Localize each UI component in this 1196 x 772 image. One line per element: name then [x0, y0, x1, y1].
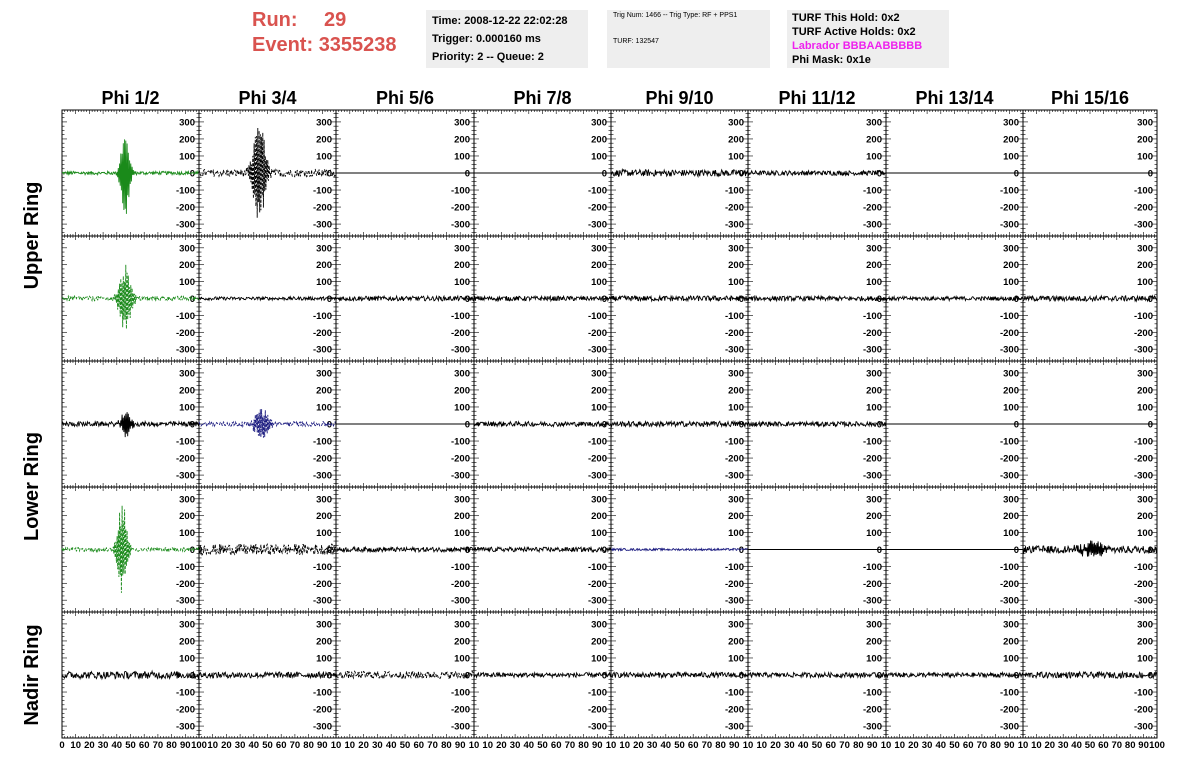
y-tick-label: -100	[999, 185, 1019, 197]
time-text: Time: 2008-12-22 22:02:28	[432, 15, 568, 27]
y-tick-label: 0	[189, 419, 195, 431]
event-value: 3355238	[318, 34, 397, 56]
y-tick-label: 200	[179, 385, 195, 397]
y-tick-label: -200	[724, 578, 744, 590]
y-tick-label: -200	[999, 202, 1019, 214]
waveform-trace	[474, 547, 611, 552]
y-tick-label: -300	[1133, 470, 1153, 482]
y-tick-label: -200	[175, 578, 195, 590]
y-tick-label: -300	[862, 344, 882, 356]
y-tick-label: 300	[454, 368, 470, 380]
y-tick-label: 0	[1013, 419, 1019, 431]
y-tick-label: 0	[876, 294, 882, 305]
y-tick-label: 0	[738, 294, 744, 305]
y-tick-label: 0	[601, 419, 607, 431]
y-tick-label: -200	[450, 453, 470, 465]
y-tick-label: 300	[728, 243, 744, 255]
y-tick-label: 0	[326, 294, 332, 305]
y-tick-label: -100	[724, 185, 744, 197]
y-tick-label: 300	[728, 368, 744, 380]
y-tick-label: -100	[587, 561, 607, 573]
y-tick-label: 300	[454, 117, 470, 129]
ring-label: Lower Ring	[21, 432, 43, 541]
y-tick-label: 200	[1137, 134, 1153, 146]
y-tick-label: 200	[866, 260, 882, 272]
panel-frame	[199, 110, 336, 236]
y-tick-label: 300	[591, 117, 607, 129]
y-tick-label: 0	[189, 294, 195, 305]
y-tick-label: -200	[312, 202, 332, 214]
y-tick-label: 100	[316, 151, 332, 163]
y-tick-label: 300	[1137, 243, 1153, 255]
y-tick-label: 300	[316, 494, 332, 506]
y-tick-label: -200	[862, 327, 882, 339]
y-tick-label: -100	[312, 185, 332, 197]
y-tick-label: -200	[450, 578, 470, 590]
y-tick-label: -200	[1133, 202, 1153, 214]
y-tick-label: -200	[175, 202, 195, 214]
y-tick-label: -300	[724, 470, 744, 482]
y-tick-label: 0	[464, 294, 470, 305]
y-tick-label: 200	[728, 260, 744, 272]
y-tick-label: 0	[876, 419, 882, 431]
y-tick-label: 200	[316, 260, 332, 272]
y-tick-label: 300	[591, 243, 607, 255]
y-tick-label: 100	[591, 402, 607, 414]
waveform-trace	[336, 547, 474, 552]
y-tick-label: 100	[179, 528, 195, 540]
y-tick-label: -100	[1133, 185, 1153, 197]
y-tick-label: 0	[326, 168, 332, 180]
y-tick-label: -300	[999, 219, 1019, 231]
column-header: Phi 13/14	[915, 88, 994, 108]
y-tick-label: -300	[312, 595, 332, 607]
y-tick-label: -300	[312, 470, 332, 482]
y-tick-label: 200	[866, 385, 882, 397]
y-tick-label: -100	[1133, 310, 1153, 322]
column-header: Phi 1/2	[101, 88, 160, 108]
trigger-text: Trigger: 0.000160 ms	[432, 33, 541, 45]
y-tick-label: -100	[175, 561, 195, 573]
y-tick-label: 300	[179, 243, 195, 255]
waveform-trace	[611, 549, 748, 551]
y-tick-label: -100	[312, 310, 332, 322]
y-tick-label: -200	[587, 578, 607, 590]
y-tick-label: 300	[1003, 117, 1019, 129]
y-tick-label: -300	[862, 219, 882, 231]
y-tick-label: 200	[1003, 385, 1019, 397]
y-tick-label: -100	[999, 310, 1019, 322]
y-tick-label: 200	[728, 511, 744, 523]
y-tick-label: -100	[312, 561, 332, 573]
y-tick-label: -200	[724, 453, 744, 465]
y-tick-label: -100	[175, 436, 195, 448]
y-tick-label: -300	[587, 219, 607, 231]
y-tick-label: 200	[591, 385, 607, 397]
y-tick-label: -200	[1133, 453, 1153, 465]
y-tick-label: -300	[587, 344, 607, 356]
waveform-trace	[748, 296, 886, 301]
y-tick-label: 0	[189, 168, 195, 180]
y-tick-label: -300	[175, 344, 195, 356]
y-tick-label: 100	[591, 151, 607, 163]
y-tick-label: 300	[866, 117, 882, 129]
y-tick-label: 200	[179, 511, 195, 523]
y-tick-label: 0	[738, 419, 744, 431]
y-tick-label: 100	[1137, 402, 1153, 414]
y-tick-label: 0	[326, 545, 332, 556]
y-tick-label: 200	[316, 134, 332, 146]
y-tick-label: -200	[1133, 327, 1153, 339]
y-tick-label: -300	[450, 595, 470, 607]
y-tick-label: -200	[450, 202, 470, 214]
y-tick-label: 300	[454, 494, 470, 506]
y-tick-label: 200	[1003, 134, 1019, 146]
y-tick-label: 300	[866, 243, 882, 255]
y-tick-label: -200	[312, 327, 332, 339]
y-tick-label: 200	[454, 385, 470, 397]
y-tick-label: 200	[591, 134, 607, 146]
y-tick-label: 300	[316, 243, 332, 255]
y-tick-label: -100	[587, 185, 607, 197]
y-tick-label: 200	[728, 385, 744, 397]
waveform-trace	[886, 297, 1023, 301]
y-tick-label: 300	[1137, 117, 1153, 129]
y-tick-label: -300	[724, 219, 744, 231]
y-tick-label: 100	[1137, 277, 1153, 289]
y-tick-label: 100	[179, 277, 195, 289]
y-tick-label: 300	[866, 368, 882, 380]
y-tick-label: 100	[179, 151, 195, 163]
y-tick-label: -100	[587, 436, 607, 448]
y-tick-label: 100	[1003, 151, 1019, 163]
y-tick-label: 100	[591, 277, 607, 289]
y-tick-label: 0	[738, 545, 744, 556]
y-tick-label: -300	[587, 595, 607, 607]
y-tick-label: 100	[728, 528, 744, 540]
y-tick-label: 100	[179, 402, 195, 414]
y-tick-label: 100	[728, 402, 744, 414]
y-tick-label: 100	[866, 151, 882, 163]
y-tick-label: -100	[724, 436, 744, 448]
turf-text: TURF: 132547	[613, 38, 659, 45]
y-tick-label: -200	[450, 327, 470, 339]
y-tick-label: 0	[464, 168, 470, 180]
y-tick-label: 0	[738, 168, 744, 180]
y-tick-label: -100	[450, 185, 470, 197]
y-tick-label: 100	[316, 277, 332, 289]
y-tick-label: 100	[1137, 151, 1153, 163]
y-tick-label: -100	[862, 436, 882, 448]
y-tick-label: -100	[175, 185, 195, 197]
y-tick-label: 0	[326, 419, 332, 431]
y-tick-label: -300	[1133, 219, 1153, 231]
column-header: Phi 15/16	[1050, 88, 1130, 108]
y-tick-label: -100	[450, 310, 470, 322]
waveform-trace	[611, 421, 748, 426]
column-header: Phi 9/10	[645, 88, 714, 108]
y-tick-label: -200	[999, 453, 1019, 465]
waveform-trace	[748, 171, 886, 176]
y-tick-label: 200	[728, 134, 744, 146]
y-tick-label: 100	[591, 528, 607, 540]
column-header: Phi 3/4	[238, 88, 297, 108]
y-tick-label: 0	[1013, 168, 1019, 180]
column-header: Phi 7/8	[513, 88, 572, 108]
y-tick-label: 200	[179, 260, 195, 272]
y-tick-label: -100	[587, 310, 607, 322]
y-tick-label: -200	[175, 453, 195, 465]
y-tick-label: -200	[587, 202, 607, 214]
y-tick-label: 300	[179, 494, 195, 506]
y-tick-label: -200	[587, 453, 607, 465]
y-tick-label: 300	[1003, 243, 1019, 255]
y-tick-label: -200	[312, 578, 332, 590]
y-tick-label: 100	[866, 402, 882, 414]
y-tick-label: 300	[728, 494, 744, 506]
waveform-trace	[611, 170, 748, 177]
column-header: Phi 5/6	[375, 88, 435, 108]
y-tick-label: 200	[866, 134, 882, 146]
waveform-trace	[199, 544, 336, 555]
y-tick-label: 100	[454, 151, 470, 163]
y-tick-label: -300	[175, 219, 195, 231]
y-tick-label: 0	[464, 545, 470, 556]
y-tick-label: -300	[175, 470, 195, 482]
run-label: Run:	[252, 9, 298, 31]
waveform-trace	[1023, 296, 1157, 301]
y-tick-label: 200	[316, 511, 332, 523]
y-tick-label: 0	[601, 545, 607, 556]
column-header: Phi 11/12	[778, 88, 856, 108]
y-tick-label: -300	[1133, 344, 1153, 356]
y-tick-label: 100	[454, 528, 470, 540]
y-tick-label: -300	[587, 470, 607, 482]
labrador-text: Labrador BBBAABBBBB	[792, 40, 923, 52]
waveform-trace	[748, 422, 886, 427]
y-tick-label: 100	[454, 277, 470, 289]
y-tick-label: 300	[591, 494, 607, 506]
waveform-trace	[474, 296, 611, 301]
y-tick-label: 200	[591, 511, 607, 523]
y-tick-label: -300	[312, 219, 332, 231]
waveform-trace	[199, 297, 336, 300]
y-tick-label: -300	[312, 344, 332, 356]
y-tick-label: -200	[724, 327, 744, 339]
y-tick-label: 200	[454, 260, 470, 272]
y-tick-label: 300	[728, 117, 744, 129]
y-tick-label: -300	[724, 344, 744, 356]
y-tick-label: -200	[312, 453, 332, 465]
y-tick-label: 100	[728, 277, 744, 289]
y-tick-label: -200	[724, 202, 744, 214]
y-tick-label: 200	[454, 511, 470, 523]
y-tick-label: -100	[862, 185, 882, 197]
y-tick-label: 300	[316, 117, 332, 129]
y-tick-label: 0	[601, 168, 607, 180]
y-tick-label: -100	[450, 436, 470, 448]
y-tick-label: -300	[450, 470, 470, 482]
y-tick-label: -300	[450, 219, 470, 231]
y-tick-label: 0	[1147, 294, 1153, 305]
y-tick-label: -300	[724, 595, 744, 607]
y-tick-label: -200	[999, 327, 1019, 339]
turf-active-text: TURF Active Holds: 0x2	[792, 26, 916, 38]
y-tick-label: -100	[312, 436, 332, 448]
y-tick-label: 300	[454, 243, 470, 255]
y-tick-label: -100	[175, 310, 195, 322]
event-label: Event:	[252, 34, 314, 56]
y-tick-label: 0	[464, 419, 470, 431]
y-tick-label: -200	[175, 327, 195, 339]
y-tick-label: -100	[999, 436, 1019, 448]
turf-hold-text: TURF This Hold: 0x2	[792, 12, 900, 24]
y-tick-label: 300	[1137, 368, 1153, 380]
y-tick-label: 0	[1013, 294, 1019, 305]
waveform-trace	[611, 296, 748, 301]
priority-text: Priority: 2 -- Queue: 2	[432, 51, 544, 63]
y-tick-label: 300	[591, 368, 607, 380]
run-value: 29	[324, 9, 347, 31]
y-tick-label: 300	[1003, 368, 1019, 380]
y-tick-label: 200	[316, 385, 332, 397]
y-tick-label: 0	[1147, 168, 1153, 180]
ring-label: Upper Ring	[21, 181, 43, 290]
y-tick-label: -300	[175, 595, 195, 607]
y-tick-label: -200	[862, 453, 882, 465]
y-tick-label: 100	[1003, 277, 1019, 289]
y-tick-label: 0	[601, 294, 607, 305]
phi-mask-text: Phi Mask: 0x1e	[792, 54, 871, 66]
y-tick-label: -100	[450, 561, 470, 573]
waveform-trace	[62, 412, 199, 437]
trig-num-text: Trig Num: 1466 -- Trig Type: RF + PPS1	[613, 12, 738, 19]
y-tick-label: -200	[587, 327, 607, 339]
waveform-trace	[336, 296, 474, 301]
y-tick-label: -100	[862, 310, 882, 322]
y-tick-label: -300	[999, 470, 1019, 482]
y-tick-label: 200	[454, 134, 470, 146]
y-tick-label: -200	[862, 202, 882, 214]
y-tick-label: -300	[862, 470, 882, 482]
y-tick-label: 200	[1137, 260, 1153, 272]
y-tick-label: 100	[1003, 402, 1019, 414]
y-tick-label: -300	[450, 344, 470, 356]
y-tick-label: 100	[866, 277, 882, 289]
y-tick-label: 0	[876, 168, 882, 180]
y-tick-label: -300	[999, 344, 1019, 356]
y-tick-label: -100	[724, 561, 744, 573]
y-tick-label: 100	[728, 151, 744, 163]
y-tick-label: 200	[1137, 385, 1153, 397]
y-tick-label: 200	[179, 134, 195, 146]
y-tick-label: 100	[316, 402, 332, 414]
y-tick-label: 300	[316, 368, 332, 380]
y-tick-label: -100	[1133, 436, 1153, 448]
y-tick-label: 0	[189, 545, 195, 556]
y-tick-label: 100	[316, 528, 332, 540]
ring-label: Nadir Ring	[21, 624, 43, 726]
y-tick-label: 300	[179, 368, 195, 380]
y-tick-label: 200	[1003, 260, 1019, 272]
y-tick-label: 100	[454, 402, 470, 414]
y-tick-label: -100	[724, 310, 744, 322]
waveform-trace	[474, 422, 611, 427]
y-tick-label: 200	[591, 260, 607, 272]
y-tick-label: 300	[179, 117, 195, 129]
y-tick-label: 0	[1147, 419, 1153, 431]
